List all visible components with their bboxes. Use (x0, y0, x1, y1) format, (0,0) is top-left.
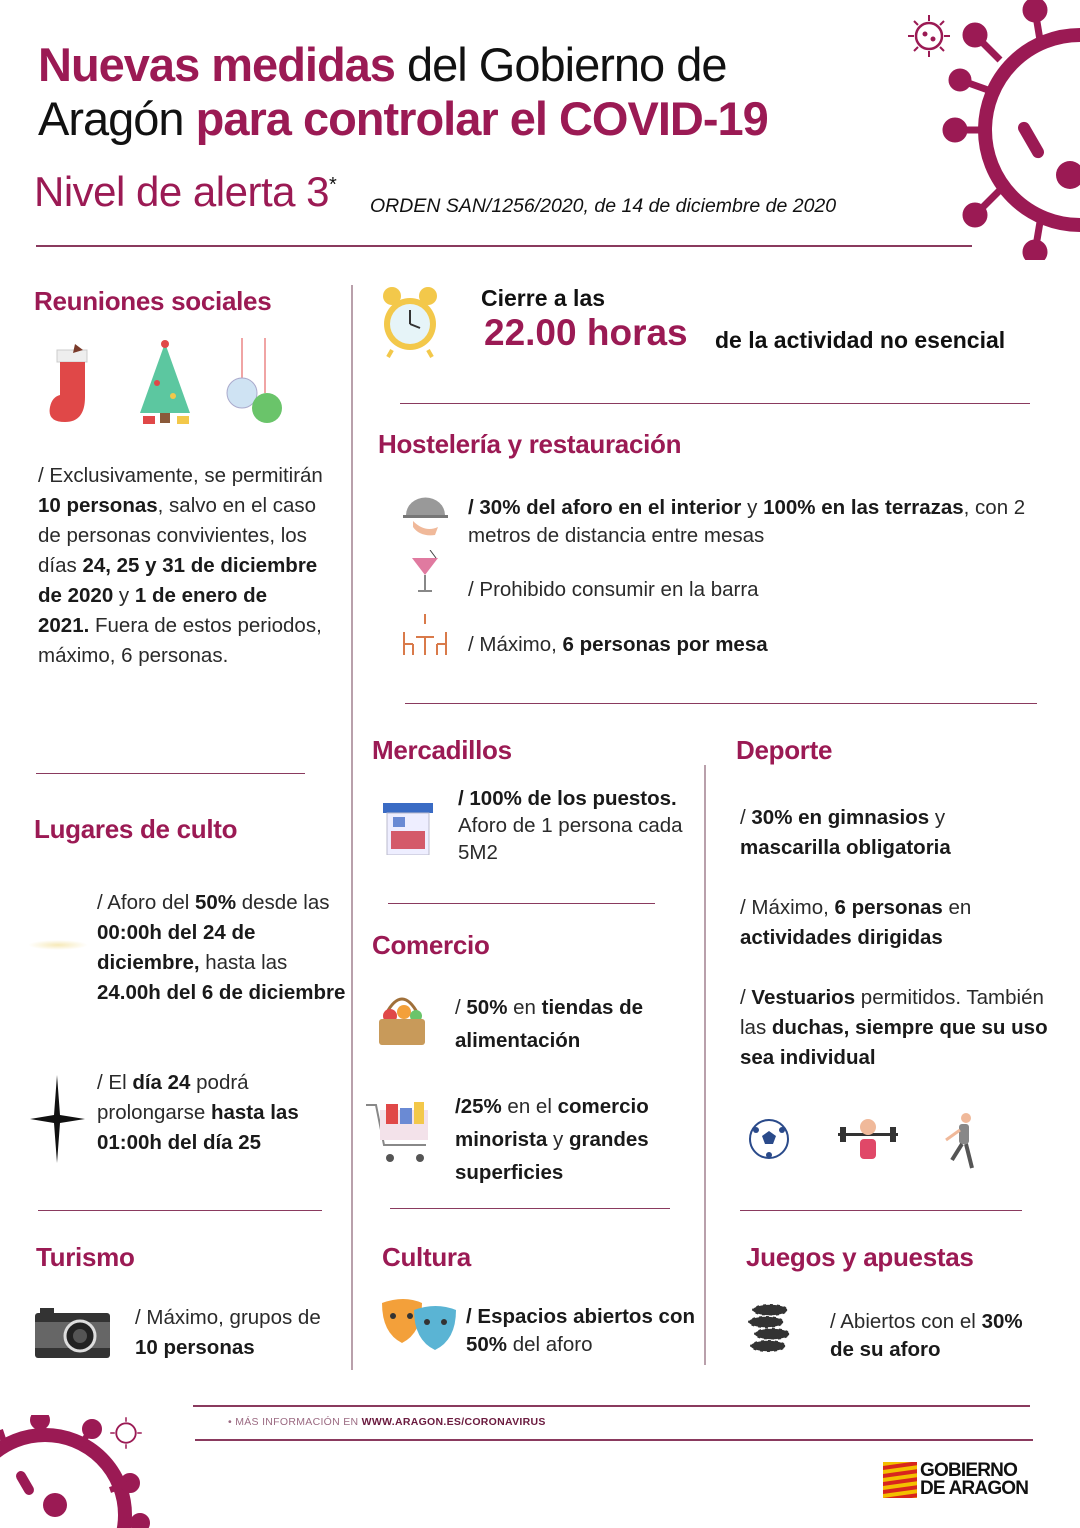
comercio-item-1 (455, 991, 695, 1057)
footer-divider (195, 1439, 1033, 1441)
shopping-cart-icon (366, 1100, 434, 1165)
bold-text: actividades dirigidas (740, 926, 943, 949)
title-line-2 (38, 92, 768, 146)
bold-text: 50% (195, 891, 237, 914)
bold-text: 1 de enero de 2021. (38, 584, 268, 637)
text-segment: del aforo (507, 1333, 593, 1356)
poker-chips-icon (748, 1302, 792, 1358)
section-title-hosteleria: Hostelería y restauración (378, 429, 682, 459)
section-title-mercadillos: Mercadillos (372, 735, 512, 765)
text-segment: / (740, 986, 752, 1009)
text-segment: / Máximo, grupos de (135, 1306, 321, 1329)
divider (388, 903, 655, 904)
page-title (38, 38, 768, 146)
text-segment: / Aforo del (97, 891, 196, 914)
footer-divider (193, 1405, 1030, 1407)
bold-text: 10 personas (135, 1336, 255, 1359)
bold-text: comercio minorista (455, 1095, 649, 1151)
text-segment: / (455, 996, 467, 1019)
deporte-item-2 (740, 893, 1040, 953)
text-segment: podrá prolongarse (97, 1071, 249, 1124)
soccer-ball-icon (748, 1118, 790, 1160)
bold-text: 6 personas por mesa (562, 633, 768, 656)
text-segment: / Abiertos con el (830, 1310, 982, 1333)
bold-text: Vestuarios (751, 986, 856, 1009)
title-line-1 (38, 38, 768, 92)
text-segment: del Gobierno de (394, 38, 727, 91)
divider (740, 1210, 1022, 1211)
aragon-flag-icon (883, 1462, 917, 1498)
mercadillos-text (458, 785, 688, 866)
section-title-comercio: Comercio (372, 930, 490, 960)
theater-masks-icon (380, 1298, 458, 1353)
text-segment: en (942, 896, 972, 919)
hosteleria-item-3 (468, 630, 1028, 660)
bold-text: para controlar el COVID-19 (195, 92, 768, 145)
text-segment: permitidos. También las (740, 986, 1044, 1039)
bold-text: 30% en gimnasios (751, 806, 930, 829)
order-reference: ORDEN SAN/1256/2020, de 14 de diciembre de 2020 (370, 195, 837, 217)
camera-icon (35, 1308, 110, 1358)
bold-text: 10 personas (38, 494, 158, 517)
text-segment: Fuera de estos periodos, máximo, 6 personas. (38, 614, 322, 667)
juegos-text (830, 1308, 1040, 1364)
bold-text: /25% (455, 1095, 502, 1118)
bold-text: grandes superficies (455, 1128, 649, 1184)
bold-text: Nuevas medidas (38, 38, 395, 91)
text-segment: y (547, 1128, 569, 1151)
text-segment: , con 2 metros de distancia entre mesas (468, 496, 1026, 547)
text-segment: / Exclusivamente, se permitirán (38, 464, 323, 487)
text-segment: y (113, 584, 135, 607)
deporte-item-3 (740, 983, 1060, 1073)
text-segment: / Prohibido consumir en la barra (468, 578, 759, 601)
text-segment: / (740, 806, 752, 829)
divider (390, 1208, 670, 1209)
bold-text: 6 personas (834, 896, 943, 919)
runner-icon (942, 1112, 978, 1170)
cocktail-icon (410, 550, 440, 595)
hosteleria-item-2 (468, 575, 1028, 605)
cierre-label: Cierre a las (481, 285, 606, 311)
text-segment: en (507, 996, 542, 1019)
more-info: • MÁS INFORMACIÓN EN WWW.ARAGON.ES/CORONAVIRUS (228, 1416, 546, 1428)
text-segment: Aragón (38, 92, 196, 145)
text-segment: , salvo en el caso de personas convivientes, los días (38, 494, 317, 577)
bold-text: 100% en las terrazas (763, 496, 964, 519)
bold-text: 24.00h del 6 de diciembre (97, 981, 346, 1004)
christmas-ornaments-icon (225, 338, 285, 428)
bold-text: 00:00h del 24 de diciembre, (97, 921, 256, 974)
section-title-juegos: Juegos y apuestas (746, 1242, 974, 1272)
divider (36, 773, 305, 774)
cultura-text (466, 1303, 696, 1359)
divider (400, 403, 1030, 404)
more-info-link[interactable]: WWW.ARAGON.ES/CORONAVIRUS (361, 1416, 546, 1428)
text-segment: / Máximo, (740, 896, 835, 919)
text-segment: hasta las (199, 951, 288, 974)
gobierno-aragon-logo (883, 1462, 1028, 1498)
small-virus-icon (905, 12, 953, 60)
divider (405, 703, 1037, 704)
christmas-tree-icon (135, 338, 195, 428)
grocery-basket-icon (376, 992, 428, 1047)
more-info-prefix: MÁS INFORMACIÓN EN (235, 1416, 362, 1428)
cierre-time: 22.00 horas (484, 312, 688, 353)
bold-text: día 24 (132, 1071, 191, 1094)
divider (38, 1210, 322, 1211)
text-segment: desde las (236, 891, 330, 914)
culto-text-1 (97, 888, 347, 1008)
text-segment: / Máximo, (468, 633, 563, 656)
reuniones-text (38, 461, 323, 671)
alert-asterisk: * (329, 174, 337, 196)
section-title-cultura: Cultura (382, 1242, 471, 1272)
bold-text: mascarilla obligatoria (740, 836, 951, 859)
small-virus-icon (108, 1415, 144, 1451)
text-segment: en el (501, 1095, 558, 1118)
logo-line-1: GOBIERNO (920, 1460, 1018, 1481)
section-title-deporte: Deporte (736, 735, 833, 765)
bold-text: tiendas de alimentación (455, 996, 644, 1052)
table-chairs-icon (400, 612, 450, 657)
text-segment: Aforo de 1 persona cada 5M2 (458, 814, 683, 864)
bold-text: / Espacios abiertos con 50% (466, 1305, 695, 1356)
weightlifter-icon (838, 1115, 898, 1167)
turismo-text (135, 1303, 335, 1363)
column-divider (704, 765, 706, 1365)
column-divider (351, 285, 353, 1370)
header-divider (36, 245, 972, 247)
bold-text: / 30% del aforo en el interior (468, 496, 742, 519)
alert-level-text: Nivel de alerta 3 (34, 168, 329, 215)
alert-level (34, 168, 336, 216)
market-stall-icon (383, 803, 433, 855)
bold-text: / 100% de los puestos. (458, 787, 677, 810)
section-title-turismo: Turismo (36, 1242, 135, 1272)
section-title-reuniones: Reuniones sociales (34, 286, 272, 316)
bold-text: 24, 25 y 31 de diciembre de 2020 (38, 554, 318, 607)
hosteleria-item-1 (468, 494, 1038, 550)
text-segment: / El (97, 1071, 133, 1094)
deporte-item-1 (740, 803, 1040, 863)
text-segment: y (741, 496, 764, 519)
culto-text-2 (97, 1068, 337, 1158)
bold-text: duchas, siempre que su uso sea individual (740, 1016, 1048, 1069)
bold-text: hasta las 01:00h del día 25 (97, 1101, 299, 1154)
bold-text: 50% (466, 996, 508, 1019)
star-sparkle-icon (30, 1075, 85, 1163)
light-glow-icon (28, 940, 88, 950)
christmas-stocking-icon (45, 342, 100, 427)
virus-icon (940, 0, 1080, 260)
alarm-clock-icon (380, 284, 440, 359)
logo-line-2: DE ARAGON (920, 1478, 1029, 1499)
section-title-culto: Lugares de culto (34, 814, 238, 844)
cierre-rest: de la actividad no esencial (715, 327, 1006, 353)
text-segment: y (929, 806, 946, 829)
serving-tray-icon (403, 493, 448, 538)
comercio-item-2 (455, 1090, 700, 1189)
bold-text: 30% de su aforo (830, 1310, 1023, 1361)
